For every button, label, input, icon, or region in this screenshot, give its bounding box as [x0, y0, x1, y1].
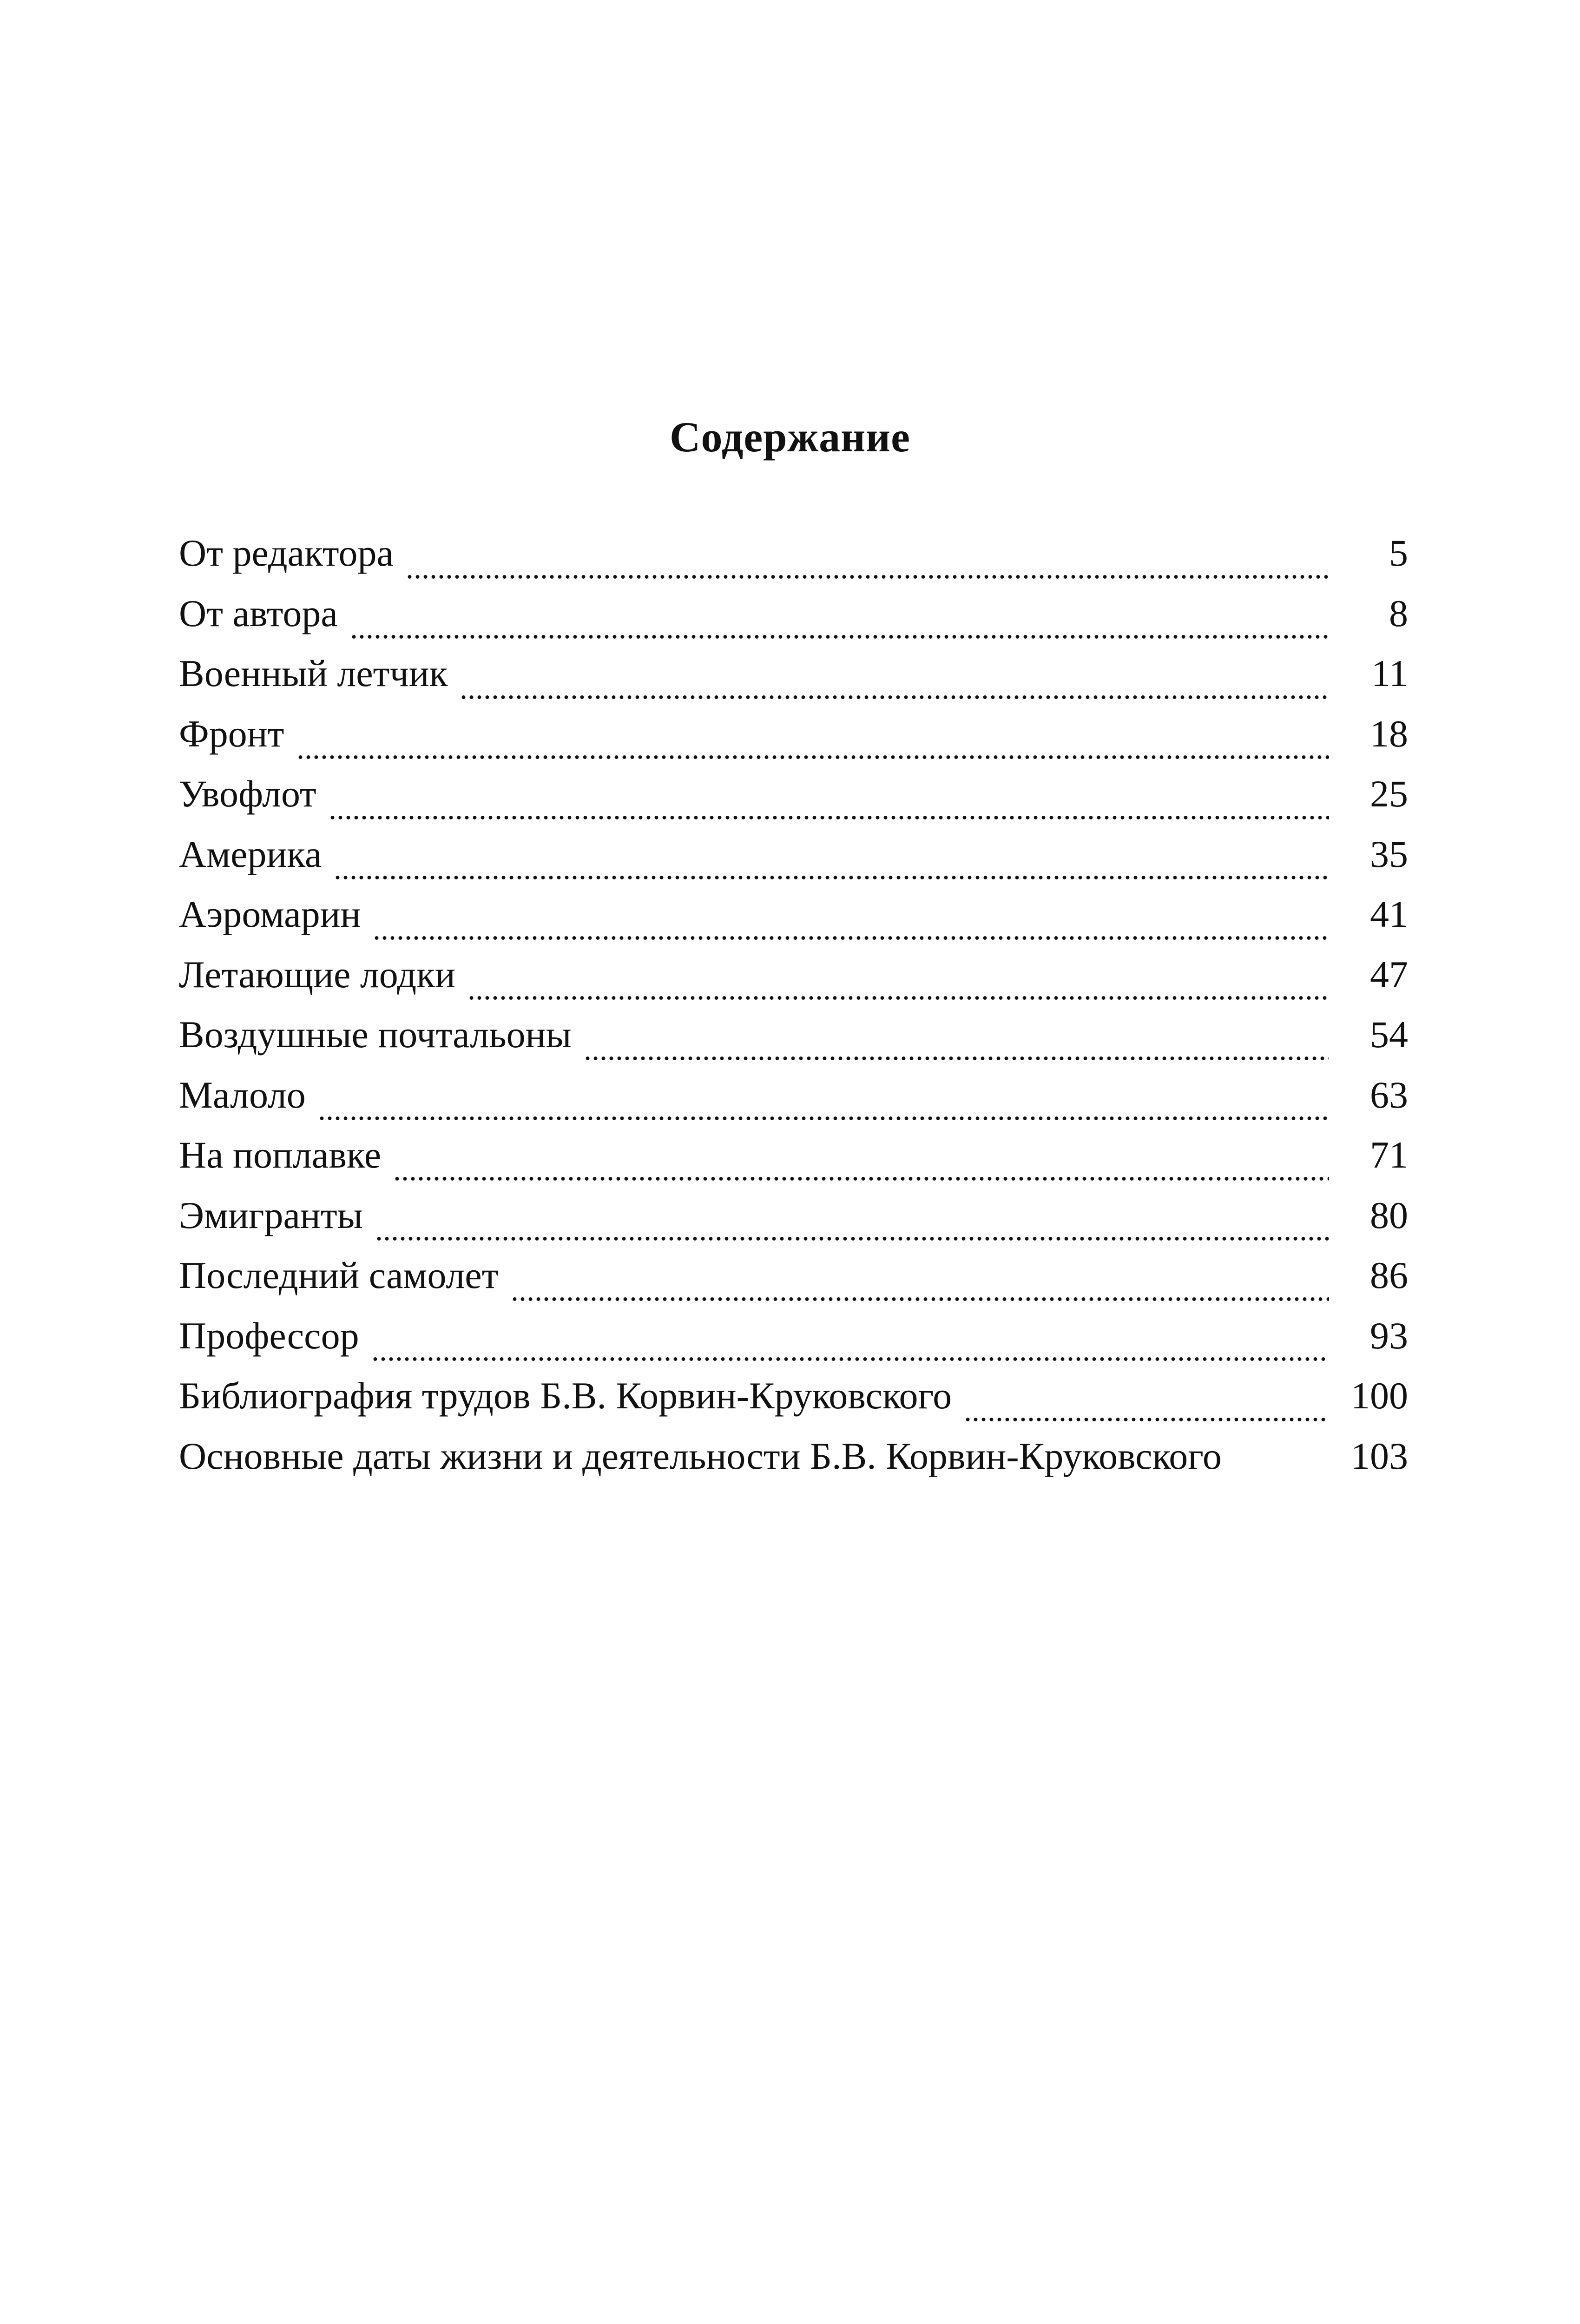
toc-entry-page-number: 5	[1389, 532, 1408, 574]
toc-entry	[179, 1433, 1408, 1493]
toc-entry	[179, 1072, 1408, 1132]
dot-leader	[373, 936, 1329, 940]
toc-entry-page-number: 47	[1370, 953, 1408, 996]
dot-leader	[406, 574, 1329, 579]
dot-leader	[460, 695, 1329, 700]
toc-entry-page-number: 86	[1370, 1254, 1408, 1296]
dot-leader	[334, 875, 1329, 880]
toc-entry-page-number: 8	[1389, 592, 1408, 634]
dot-leader	[371, 1357, 1329, 1361]
toc-entry-page-number: 18	[1370, 712, 1408, 755]
dot-leader	[329, 815, 1329, 820]
toc-entry-page-number: 35	[1370, 832, 1408, 875]
toc-entry	[179, 530, 1408, 590]
toc-entry-title: Америка	[179, 832, 322, 875]
toc-entry-page-number: 103	[1351, 1434, 1408, 1477]
toc-entry-title: Увофлот	[179, 772, 316, 815]
toc-entry	[179, 1132, 1408, 1192]
toc-entry-title: Эмигранты	[179, 1194, 363, 1236]
toc-entry-title: От редактора	[179, 532, 394, 574]
toc-entry-title: Аэромарин	[179, 893, 361, 935]
toc-entry-page-number: 71	[1370, 1134, 1408, 1176]
toc-entry-title: На поплавке	[179, 1134, 382, 1176]
toc-entry-page-number: 80	[1370, 1194, 1408, 1236]
toc-entry-title: От автора	[179, 592, 338, 634]
dot-leader	[964, 1417, 1329, 1422]
toc-entry-title: Профессор	[179, 1314, 359, 1357]
toc-entry	[179, 1252, 1408, 1313]
toc-entry	[179, 771, 1408, 831]
toc-entry-title: Летающие лодки	[179, 953, 455, 996]
toc-entry	[179, 1313, 1408, 1373]
toc-entry	[179, 951, 1408, 1012]
dot-leader	[467, 996, 1329, 1000]
toc-entry	[179, 711, 1408, 771]
toc-entry-title: Последний самолет	[179, 1254, 499, 1296]
toc-entry	[179, 831, 1408, 891]
dot-leader	[318, 1116, 1329, 1121]
toc-entry-page-number: 25	[1370, 772, 1408, 815]
toc-entry	[179, 1192, 1408, 1253]
toc-entry-page-number: 11	[1371, 652, 1408, 694]
dot-leader	[584, 1056, 1329, 1061]
dot-leader	[511, 1297, 1329, 1301]
toc-entry-title: Воздушные почтальоны	[179, 1013, 572, 1056]
toc-entry-page-number: 63	[1370, 1073, 1408, 1116]
toc-entry	[179, 1011, 1408, 1072]
dot-leader	[296, 755, 1329, 759]
toc-entry	[179, 650, 1408, 711]
toc-entry-title: Фронт	[179, 712, 284, 755]
toc-entry	[179, 1373, 1408, 1433]
toc-entry-page-number: 100	[1351, 1374, 1408, 1417]
table-of-contents	[179, 530, 1408, 1493]
dot-leader	[350, 634, 1329, 639]
toc-entry-page-number: 54	[1370, 1013, 1408, 1056]
toc-entry-title: Военный летчик	[179, 652, 448, 694]
page-title: Содержание	[670, 413, 910, 461]
dot-leader	[375, 1236, 1329, 1241]
toc-entry-title: Основные даты жизни и деятельности Б.В. Корвин-Круковского	[179, 1434, 1222, 1477]
toc-entry-page-number: 41	[1370, 893, 1408, 935]
dot-leader	[393, 1176, 1329, 1181]
toc-entry	[179, 891, 1408, 951]
toc-entry	[179, 590, 1408, 651]
toc-entry-page-number: 93	[1370, 1314, 1408, 1357]
toc-entry-title: Библиография трудов Б.В. Корвин-Круковского	[179, 1374, 952, 1417]
toc-entry-title: Малоло	[179, 1073, 306, 1116]
